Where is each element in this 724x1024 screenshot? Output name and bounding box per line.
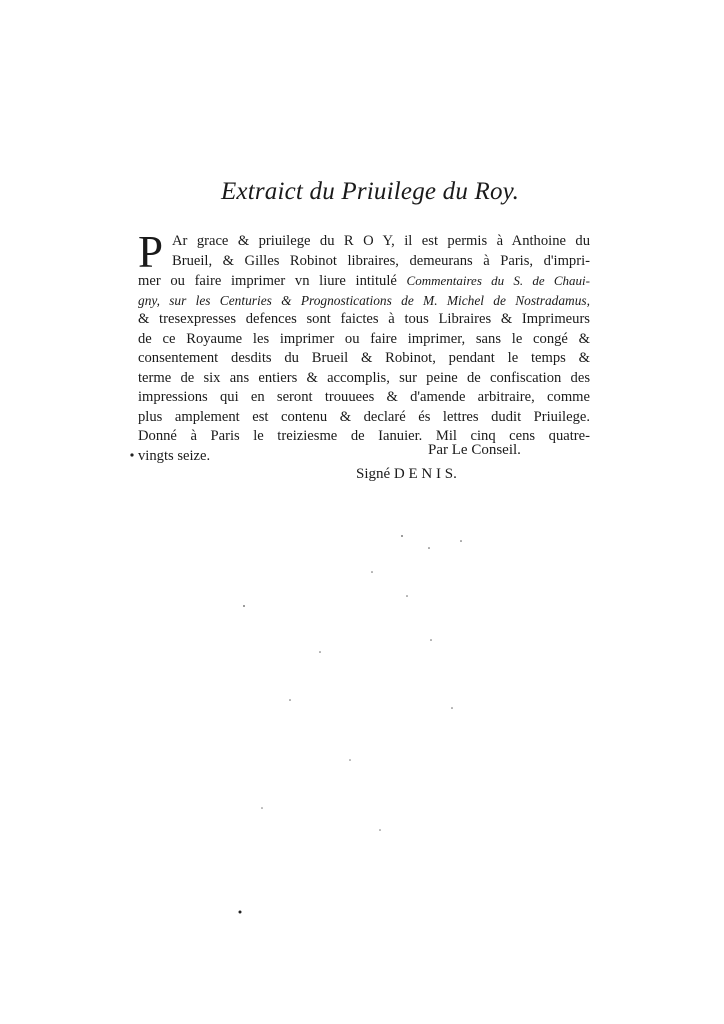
drop-cap: P bbox=[138, 227, 164, 277]
text-line: vingts seize. bbox=[138, 447, 211, 464]
text-line: impressions qui en seront trouuees & d'amende arbitraire, comme bbox=[138, 389, 590, 405]
text-line: plus amplement est contenu & declaré és lettres dudit Priuilege. bbox=[138, 408, 590, 425]
book-title-line: gny, sur les Centuries & Prognostications de M. Michel de Nostradamus, bbox=[138, 292, 590, 308]
text-line: Brueil, & Gilles Robinot libraires, demeurans à Paris, d'impri- bbox=[172, 252, 590, 269]
text-line: Donné à Paris le treiziesme de Ianuier. Mil cinq cens quatre- bbox=[138, 428, 590, 444]
book-title-part: Commentaires du S. de Chaui- bbox=[406, 273, 590, 288]
text-line: & tresexpresses defences sont faictes à tous Libraires & Imprimeurs bbox=[138, 311, 590, 327]
signature-signed: Signé D E N I S. bbox=[356, 466, 457, 482]
text-line-part: mer ou faire imprimer vn liure intitulé bbox=[138, 273, 397, 289]
text-line: de ce Royaume les imprimer ou faire imprimer, sans le congé & bbox=[138, 330, 590, 347]
text-line: terme de six ans entiers & accomplis, sur peine de confiscation des bbox=[138, 369, 590, 386]
page-title: Extraict du Priuilege du Roy. bbox=[220, 178, 520, 205]
signature-council: Par Le Conseil. bbox=[428, 442, 521, 458]
text-line: Ar grace & priuilege du R O Y, il est permis à Anthoine du bbox=[172, 233, 590, 249]
text-line: consentement desdits du Brueil & Robinot, pendant le temps & bbox=[138, 350, 590, 366]
